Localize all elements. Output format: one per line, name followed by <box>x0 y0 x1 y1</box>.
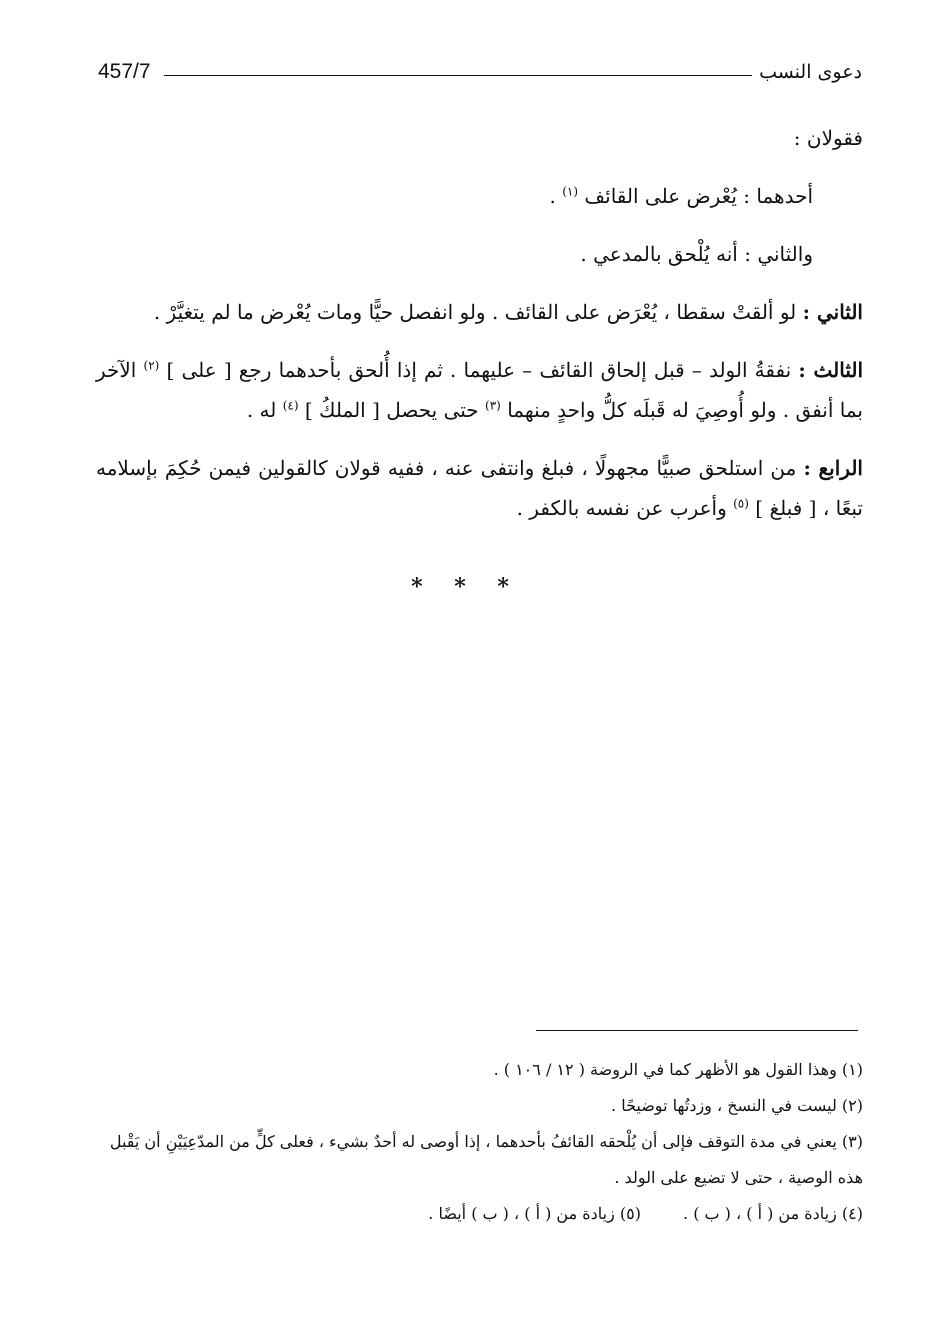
paragraph-third-text-c: حتى يحصل [ الملكُ ] <box>304 398 486 422</box>
page-header <box>98 58 862 88</box>
option-one <box>96 176 863 216</box>
option-two: والثاني : أنه يُلْحق بالمدعي . <box>580 242 813 266</box>
footnote-pair <box>96 1196 863 1232</box>
running-title: دعوى النسب <box>759 61 862 83</box>
footnote-2: (٢) ليست في النسخ ، وزدتُها توضيحًا . <box>611 1096 863 1115</box>
paragraph-fourth-text-a: من استلحق صبيًّا مجهولًا ، فبلغ وانتفى عنه ، ففيه قولان كالقولين فيمن حُكِمَ بإسلامه تبعًا ، [ فبلغ ] <box>96 456 863 520</box>
option-one-text: أحدهما : يُعْرض على القائف <box>584 184 813 208</box>
footnote-3: (٣) يعني في مدة التوقف فإلى أن يُلْحقه القائفُ بأحدهما ، إذا أوصى له أحدٌ بشيء ، فعلى كلٍّ من المدّعِيَيْنِ أن يَقْبل هذه الوصية ، حتى لا تضيع على الولد . <box>109 1132 863 1187</box>
paragraph-second-text: لو ألقتْ سقطا ، يُعْرَض على القائف . ولو انفصل حيًّا ومات يُعْرض ما لم يتغيَّرْ . <box>153 300 803 324</box>
footnote-ref-4: (٤) <box>282 398 299 413</box>
footnote-5: (٥) زيادة من ( أ ) ، ( ب ) أيضًا . <box>428 1204 641 1223</box>
intro-line: فقولان : <box>793 126 863 150</box>
paragraph-fourth <box>96 448 863 528</box>
footnote-ref-2: (٢) <box>143 358 160 373</box>
footnote-separator <box>536 1030 858 1031</box>
footnote-4: (٤) زيادة من ( أ ) ، ( ب ) . <box>683 1204 863 1223</box>
paragraph-third-text-d: له . <box>246 398 283 422</box>
main-text <box>96 118 863 546</box>
paragraph-third-heading: الثالث : <box>798 358 864 382</box>
paragraph-second <box>96 292 863 332</box>
footnote-ref-1: (١) <box>562 184 579 199</box>
footnote-ref-5: (٥) <box>733 496 749 511</box>
option-one-end: . <box>549 184 563 208</box>
paragraph-second-heading: الثاني : <box>802 300 863 324</box>
page-number: 457/7 <box>98 60 151 83</box>
header-rule <box>164 75 752 76</box>
paragraph-third-text-a: نفقةُ الولد – قبل إلحاق القائف – عليهما . ثم إذا أُلحق بأحدهما رجع [ على ] <box>166 358 799 382</box>
paragraph-fourth-text-b: وأعرب عن نفسه بالكفر . <box>516 496 734 520</box>
section-divider: * * * <box>411 574 521 600</box>
paragraph-fourth-heading: الرابع : <box>803 456 863 480</box>
footnote-ref-3: (٣) <box>485 398 501 413</box>
paragraph-third <box>96 350 863 430</box>
paragraph-third-text-b: الآخر بما أنفق . ولو أُوصِيَ له قَبلَه كلُّ واحدٍ منهما <box>96 358 863 422</box>
footnote-1: (١) وهذا القول هو الأظهر كما في الروضة ( ١٢ / ١٠٦ ) . <box>493 1060 863 1079</box>
footnotes <box>96 1052 863 1232</box>
